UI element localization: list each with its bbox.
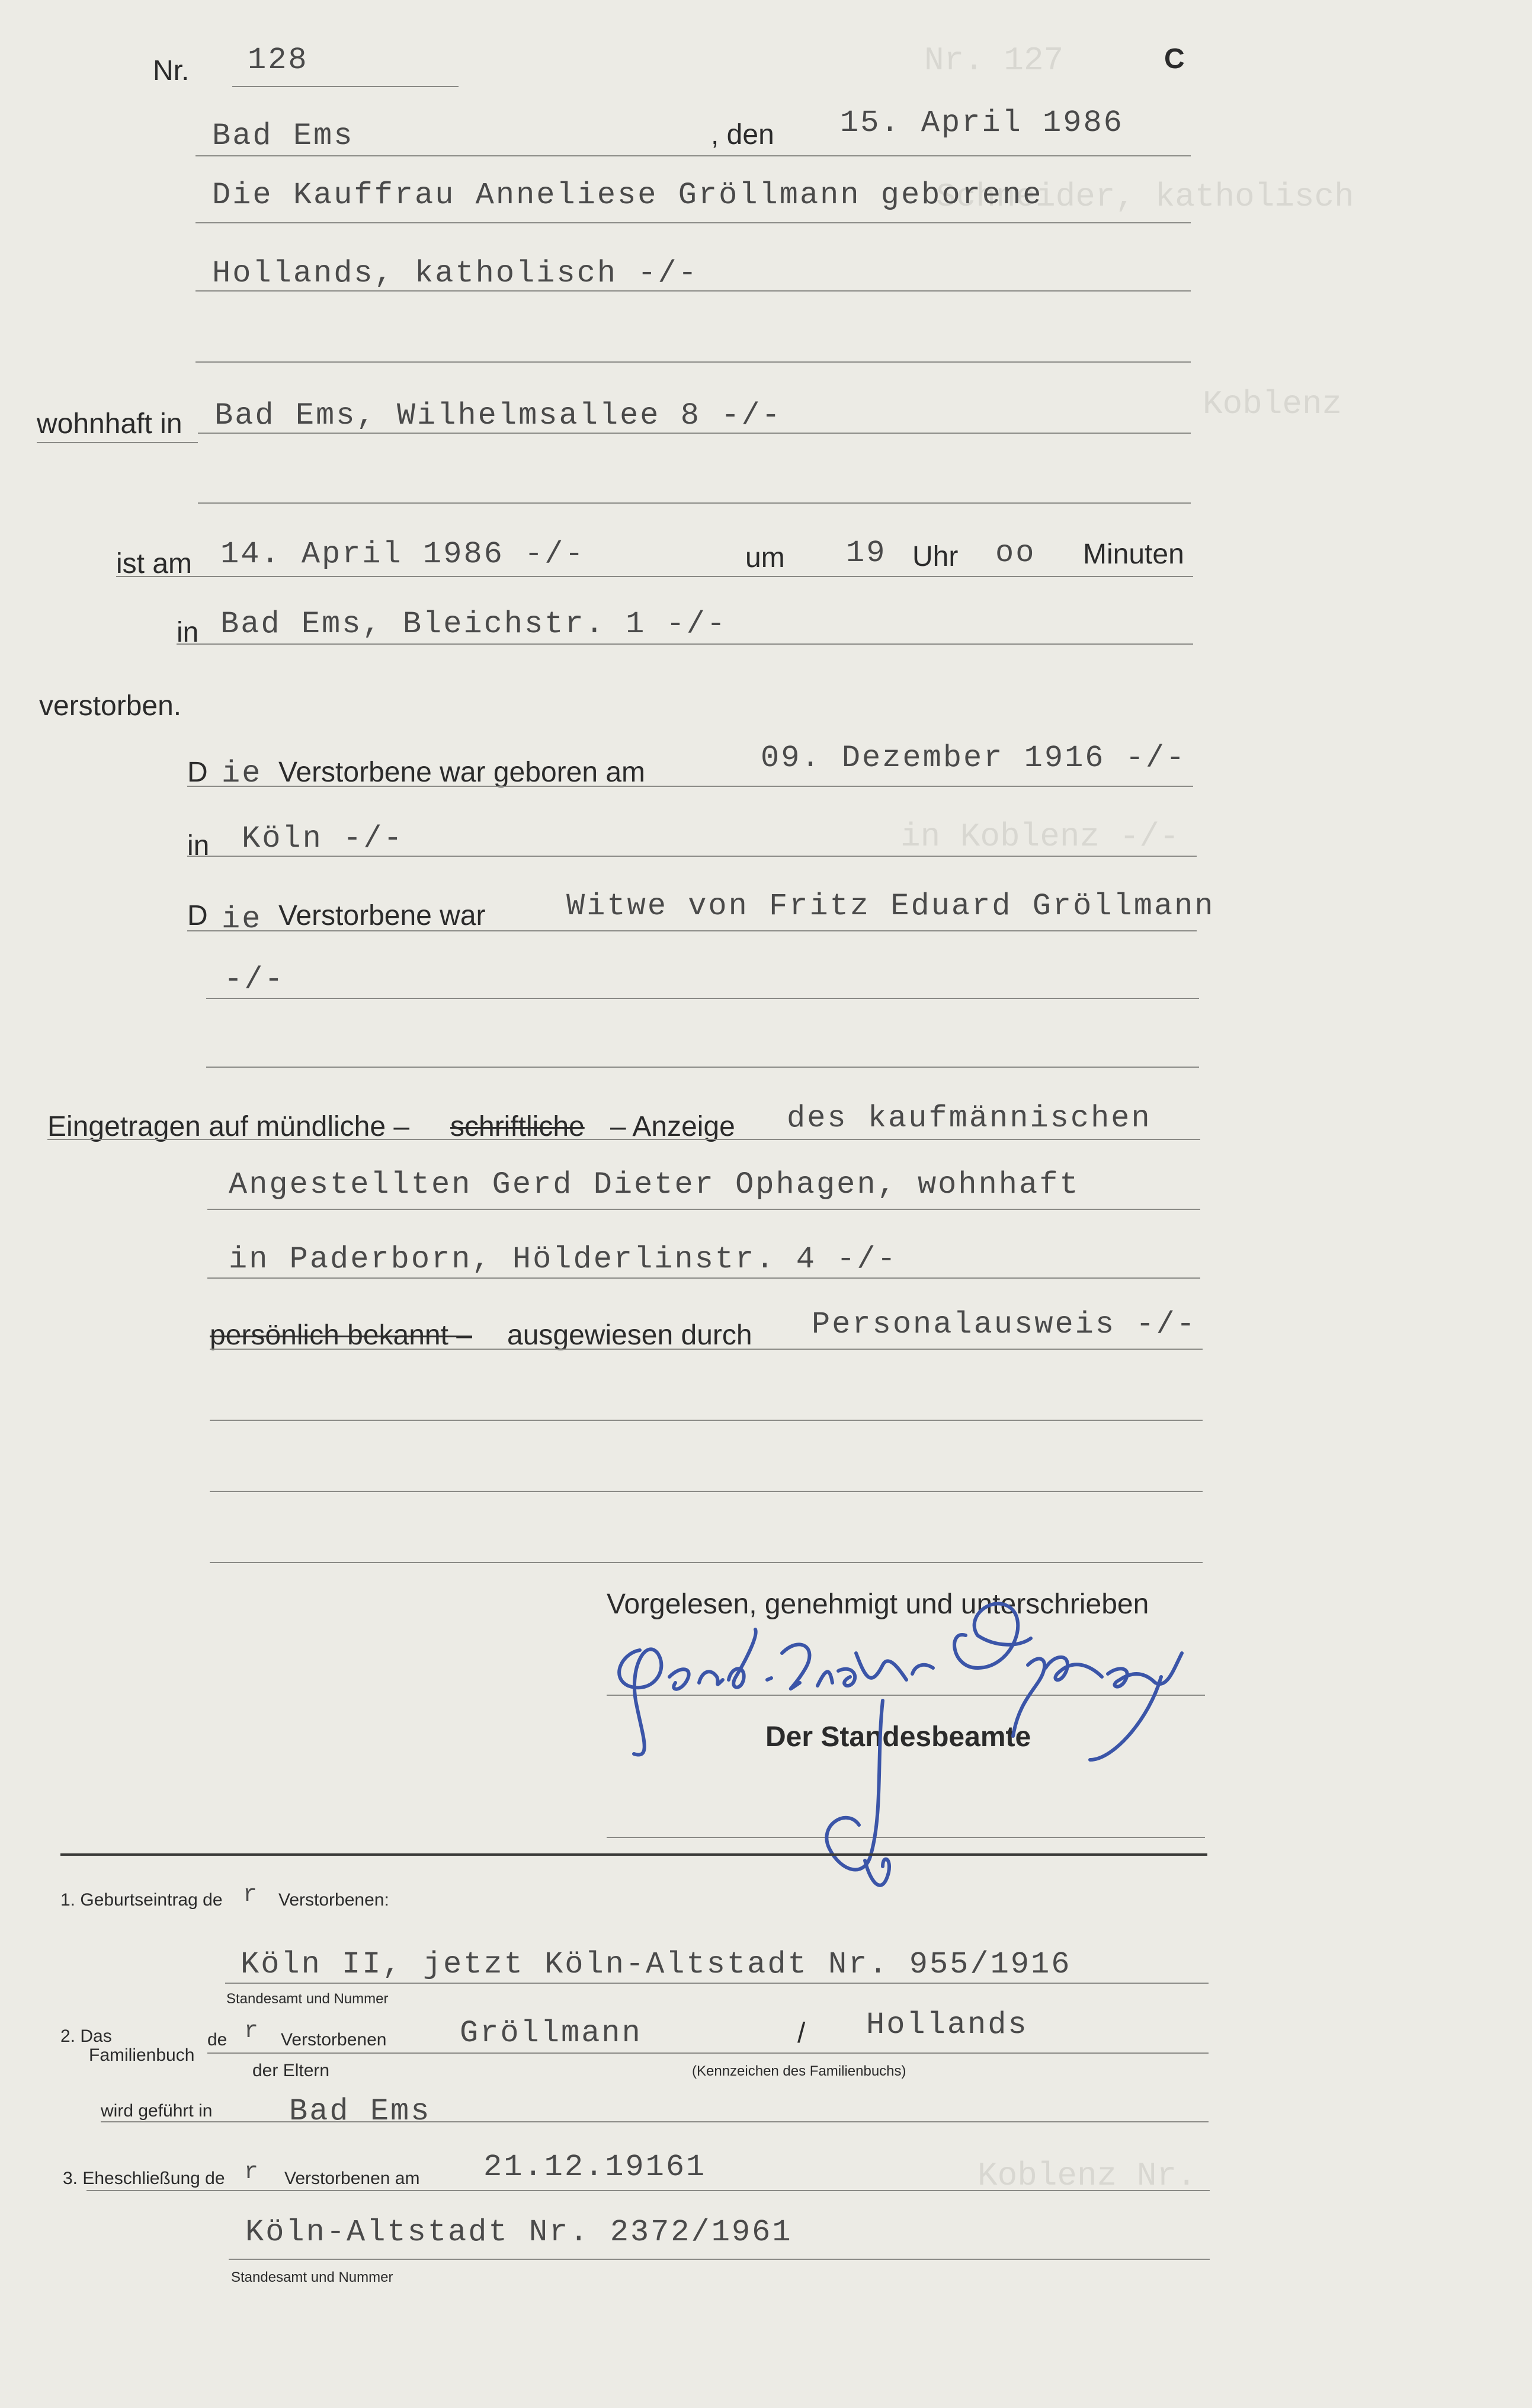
registration-label-a: Eingetragen auf mündliche –	[47, 1111, 410, 1142]
rule	[210, 1562, 1203, 1563]
bleed-through-text: Koblenz Nr.	[977, 2157, 1197, 2195]
footer-2-eltern: der Eltern	[252, 2061, 330, 2080]
date-value: 15. April 1986	[840, 105, 1124, 140]
footer-2-value-2: Hollands	[866, 2007, 1028, 2042]
footer-1-label: 1. Geburtseintrag de	[60, 1890, 223, 1910]
place-value: Bad Ems	[212, 119, 354, 153]
nr-line	[232, 86, 459, 87]
rule	[195, 222, 1191, 223]
rule	[198, 502, 1191, 504]
footer-3-typed: r	[244, 2159, 261, 2186]
in-label: in	[177, 617, 199, 648]
registration-struck: schriftliche	[450, 1111, 585, 1142]
footer-3-label-2: Verstorbenen am	[284, 2169, 420, 2188]
rule	[207, 1209, 1200, 1210]
registration-line-3: in Paderborn, Hölderlinstr. 4 -/-	[229, 1242, 898, 1277]
person-line-1: Die Kauffrau Anneliese Gröllmann geborene	[212, 178, 1043, 213]
rule	[195, 361, 1191, 363]
rule	[210, 1420, 1203, 1421]
read-approved-label: Vorgelesen, genehmigt und unterschrieben	[607, 1589, 1149, 1620]
death-minutes: oo	[995, 536, 1036, 571]
footer-2-verstorbenen: Verstorbenen	[281, 2030, 387, 2050]
bleed-through-text: Koblenz	[1203, 385, 1342, 423]
birth-date: 09. Dezember 1916 -/-	[761, 741, 1187, 776]
known-label: ausgewiesen durch	[507, 1320, 752, 1351]
rule	[225, 1983, 1209, 1984]
wohnhaft-label: wohnhaft in	[37, 408, 182, 440]
death-hour: 19	[846, 536, 887, 571]
geboren-label: Verstorbene war geboren am	[278, 757, 646, 788]
footer-2-de: de	[207, 2030, 227, 2050]
status-prefix: D	[187, 900, 208, 931]
footer-2-slash: /	[797, 2018, 806, 2049]
death-date: 14. April 1986 -/-	[220, 537, 585, 572]
known-struck: persönlich bekannt –	[210, 1320, 472, 1351]
rule	[229, 2259, 1210, 2260]
footer-3-label: 3. Eheschließung de	[63, 2169, 225, 2188]
ist-am-label: ist am	[116, 548, 193, 579]
birth-place: Köln -/-	[242, 821, 404, 856]
uhr-label: Uhr	[912, 541, 959, 572]
death-place: Bad Ems, Bleichstr. 1 -/-	[220, 607, 727, 642]
rule	[207, 2052, 1209, 2054]
registrar-label: Der Standesbeamte	[765, 1721, 1031, 1753]
date-line	[195, 155, 1191, 156]
rule	[116, 576, 1193, 577]
rule	[101, 2121, 1209, 2122]
corner-letter: C	[1164, 43, 1185, 75]
footer-2-place: Bad Ems	[289, 2094, 431, 2129]
den-label: , den	[711, 119, 774, 150]
rule	[206, 998, 1199, 999]
person-line-2: Hollands, katholisch -/-	[212, 256, 698, 291]
footer-2-label-b: Familienbuch	[89, 2045, 195, 2065]
footer-1-sub: Standesamt und Nummer	[226, 1991, 389, 2007]
entry-number: 128	[248, 43, 309, 78]
rule	[210, 1349, 1203, 1350]
rule	[198, 433, 1191, 434]
birth-in-label: in	[187, 830, 210, 862]
rule	[47, 1139, 1200, 1140]
verstorben-label: verstorben.	[39, 690, 182, 722]
minuten-label: Minuten	[1083, 539, 1184, 570]
footer-divider	[60, 1853, 1207, 1856]
wohnhaft-underline	[37, 442, 198, 443]
rule	[187, 930, 1197, 931]
um-label: um	[745, 542, 785, 574]
geboren-typed: ie	[222, 756, 262, 791]
rule	[195, 290, 1191, 292]
registration-label-b: – Anzeige	[610, 1111, 735, 1142]
bleed-through-text: Schneider, katholisch	[936, 178, 1354, 216]
status-cont: -/-	[224, 962, 285, 997]
rule	[210, 1491, 1203, 1492]
wohnhaft-value: Bad Ems, Wilhelmsallee 8 -/-	[214, 398, 782, 433]
footer-3-value: Köln-Altstadt Nr. 2372/1961	[245, 2215, 793, 2250]
footer-1-typed: r	[243, 1882, 259, 1909]
handwritten-signature	[604, 1564, 1214, 1908]
rule	[206, 1067, 1199, 1068]
bleed-through-text: Nr. 127	[924, 41, 1064, 79]
footer-3-date: 21.12.19161	[483, 2150, 707, 2185]
rule	[86, 2190, 1210, 2191]
geboren-prefix: D	[187, 757, 208, 788]
rule	[187, 786, 1193, 787]
footer-3-sub: Standesamt und Nummer	[231, 2269, 393, 2285]
known-value: Personalausweis -/-	[812, 1307, 1197, 1342]
registration-line-1: des kaufmännischen	[787, 1101, 1152, 1136]
rule	[187, 856, 1197, 857]
status-value: Witwe von Fritz Eduard Gröllmann	[566, 889, 1215, 924]
status-label: Verstorbene war	[278, 900, 486, 931]
registration-line-2: Angestellten Gerd Dieter Ophagen, wohnhaft	[229, 1167, 1080, 1202]
footer-2-sub: (Kennzeichen des Familienbuchs)	[692, 2063, 906, 2079]
footer-1-label-2: Verstorbenen:	[278, 1890, 389, 1910]
rule	[177, 643, 1193, 645]
footer-1-value: Köln II, jetzt Köln-Altstadt Nr. 955/1916	[241, 1947, 1072, 1982]
status-typed: ie	[222, 902, 262, 937]
footer-2-typed: r	[244, 2018, 261, 2045]
footer-2-wird: wird geführt in	[101, 2101, 213, 2121]
footer-2-value-1: Gröllmann	[460, 2016, 642, 2051]
rule	[207, 1277, 1200, 1279]
nr-label: Nr.	[153, 55, 190, 87]
bleed-through-text: in Koblenz -/-	[900, 818, 1180, 856]
footer-2-label-a: 2. Das	[60, 2026, 112, 2046]
